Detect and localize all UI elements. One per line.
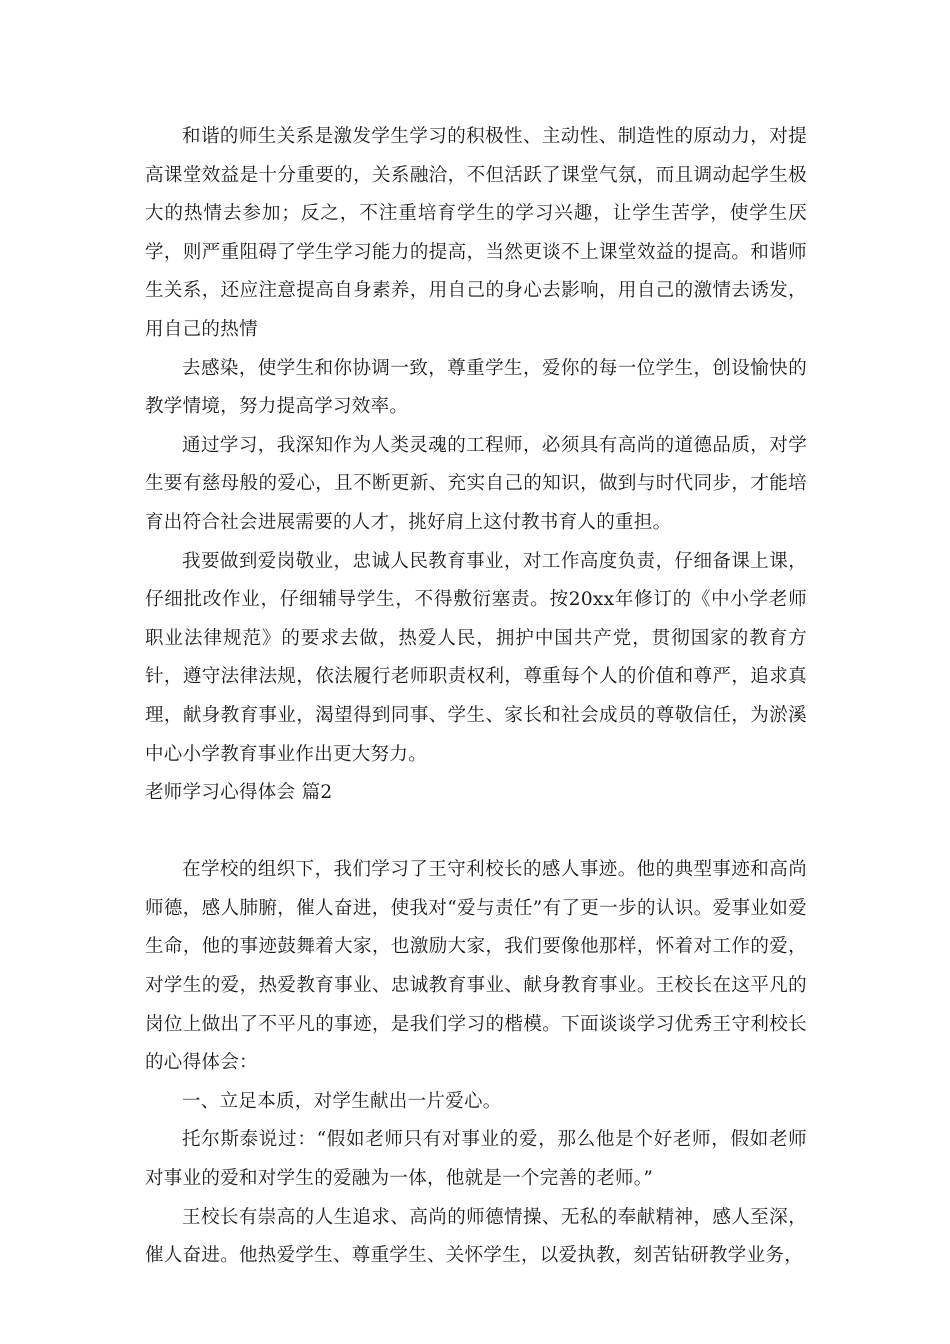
- paragraph-principal-wang: 王校长有崇高的人生追求、高尚的师德情操、无私的奉献精神，感人至深，催人奋进。他热爱学生、尊重学生、关怀学生，以爱执教，刻苦钻研教学业务，: [145, 1206, 807, 1267]
- paragraph-point-one: 一、立足本质，对学生献出一片爱心。: [182, 1090, 502, 1112]
- paragraph-harmonious-relationship: 和谐的师生关系是激发学生学习的积极性、主动性、制造性的原动力，对提高课堂效益是十分重要的，关系融洽，不但活跃了课堂气氛，而且调动起学生极大的热情去参加；反之，不注重培育学生的学习兴趣，让学生苦学，使学生厌学，则严重阻碍了学生学习能力的提高，当然更谈不上课堂效益的提高。和谐师生关系，还应注意提高自身素养，用自己的身心去影响，用自己的激情去诱发，用自己的热情: [145, 126, 807, 340]
- paragraph-school-organization: 在学校的组织下，我们学习了王守利校长的感人事迹。他的典型事迹和高尚师德，感人肺腑，催人奋进，使我对“爱与责任”有了更一步的认识。爱事业如爱生命，他的事迹鼓舞着大家，也激励大家，我们要像他那样，怀着对工作的爱，对学生的爱，热爱教育事业、忠诚教育事业、献身教育事业。王校长在这平凡的岗位上做出了不平凡的事迹，是我们学习的楷模。下面谈谈学习优秀王守利校长的心得体会：: [145, 859, 807, 1074]
- paragraph-tolstoy-quote: 托尔斯泰说过：“假如老师只有对事业的爱，那么他是个好老师，假如老师对事业的爱和对学生的爱融为一体，他就是一个完善的老师。”: [145, 1129, 807, 1190]
- document-body: [145, 118, 807, 1276]
- blank-line: [145, 813, 807, 852]
- paragraph-infect-students: 去感染，使学生和你协调一致，尊重学生，爱你的每一位学生，创设愉快的教学情境，努力提高学习效率。: [145, 357, 807, 418]
- paragraph-dedication: 我要做到爱岗敬业，忠诚人民教育事业，对工作高度负责，仔细备课上课，仔细批改作业，仔细辅导学生，不得敷衍塞责。按20xx年修订的《中小学老师职业法律规范》的要求去做，热爱人民，拥护中国共产党，贯彻国家的教育方针，遵守法律法规，依法履行老师职责权利，尊重每个人的价值和尊严，追求真理，献身教育事业，渴望得到同事、学生、家长和社会成员的尊敬信任，为淤溪中心小学教育事业作出更大努力。: [145, 550, 807, 765]
- paragraph-through-study: 通过学习，我深知作为人类灵魂的工程师，必须具有高尚的道德品质，对学生要有慈母般的爱心，且不断更新、充实自己的知识，做到与时代同步，才能培育出符合社会进展需要的人才，挑好肩上这付教书育人的重担。: [145, 434, 807, 533]
- section-heading: 老师学习心得体会 篇2: [145, 782, 333, 804]
